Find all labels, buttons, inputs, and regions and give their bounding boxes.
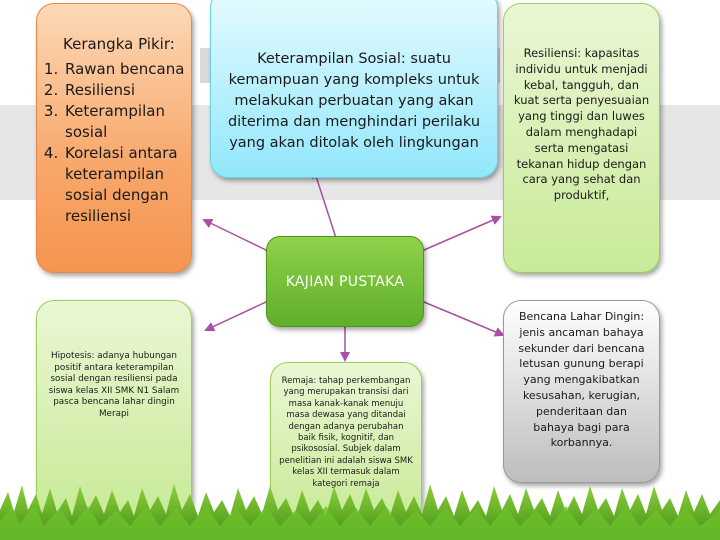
framework-item: 3. Keterampilan sosial xyxy=(63,101,191,143)
arrow-disaster xyxy=(424,302,503,335)
hypothesis-text: Hipotesis: adanya hubungan positif antara keterampilan sosial dengan resiliensi pada siswa kelas XII SMK N1 Salam pasca bencana lahar dingin Merapi xyxy=(48,351,180,419)
arrow-hypothesis xyxy=(206,302,266,330)
grass-decoration xyxy=(0,480,720,540)
resilience-box xyxy=(503,3,660,273)
social-skills-box xyxy=(210,0,498,178)
framework-title: Kerangka Pikir: xyxy=(63,35,175,53)
center-node xyxy=(266,236,424,327)
framework-list xyxy=(37,59,191,227)
disaster-text: Bencana Lahar Dingin: jenis ancaman bahaya sekunder dari bencana letusan gunung berapi yang mengakibatkan kesusahan, kerugian, penderitaan dan bahaya bagi para korbannya. xyxy=(518,310,645,450)
disaster-box xyxy=(503,300,660,483)
framework-item: 2. Resiliensi xyxy=(63,80,191,101)
resilience-text: Resiliensi: kapasitas individu untuk menjadi kebal, tangguh, dan kuat serta penyesuaian yang tinggi dan luwes dalam menghadapi serta mengatasi tekanan hidup dengan cara yang sehat dan produktif, xyxy=(513,46,650,203)
arrow-resilience xyxy=(424,217,500,250)
center-node-label: KAJIAN PUSTAKA xyxy=(285,273,405,290)
framework-item: 4. Korelasi antara keterampilan sosial dengan resiliensi xyxy=(63,143,191,227)
framework-item: 1. Rawan bencana xyxy=(63,59,191,80)
social-skills-text: Keterampilan Sosial: suatu kemampuan yang kompleks untuk melakukan perbuatan yang akan diterima dan menghindari perilaku yang akan ditolak oleh lingkungan xyxy=(227,51,481,151)
adolescent-text: Remaja: tahap perkembangan yang merupakan transisi dari masa kanak-kanak menuju masa dewasa yang ditandai dengan adanya perubahan baik fisik, kognitif, dan psikososial. Subjek dalam penelitian ini adalah siswa SMK kelas XII termasuk dalam kategori remaja xyxy=(279,376,413,489)
arrow-framework xyxy=(204,220,266,250)
framework-box xyxy=(36,3,192,273)
arrow-social-skills xyxy=(314,170,336,238)
